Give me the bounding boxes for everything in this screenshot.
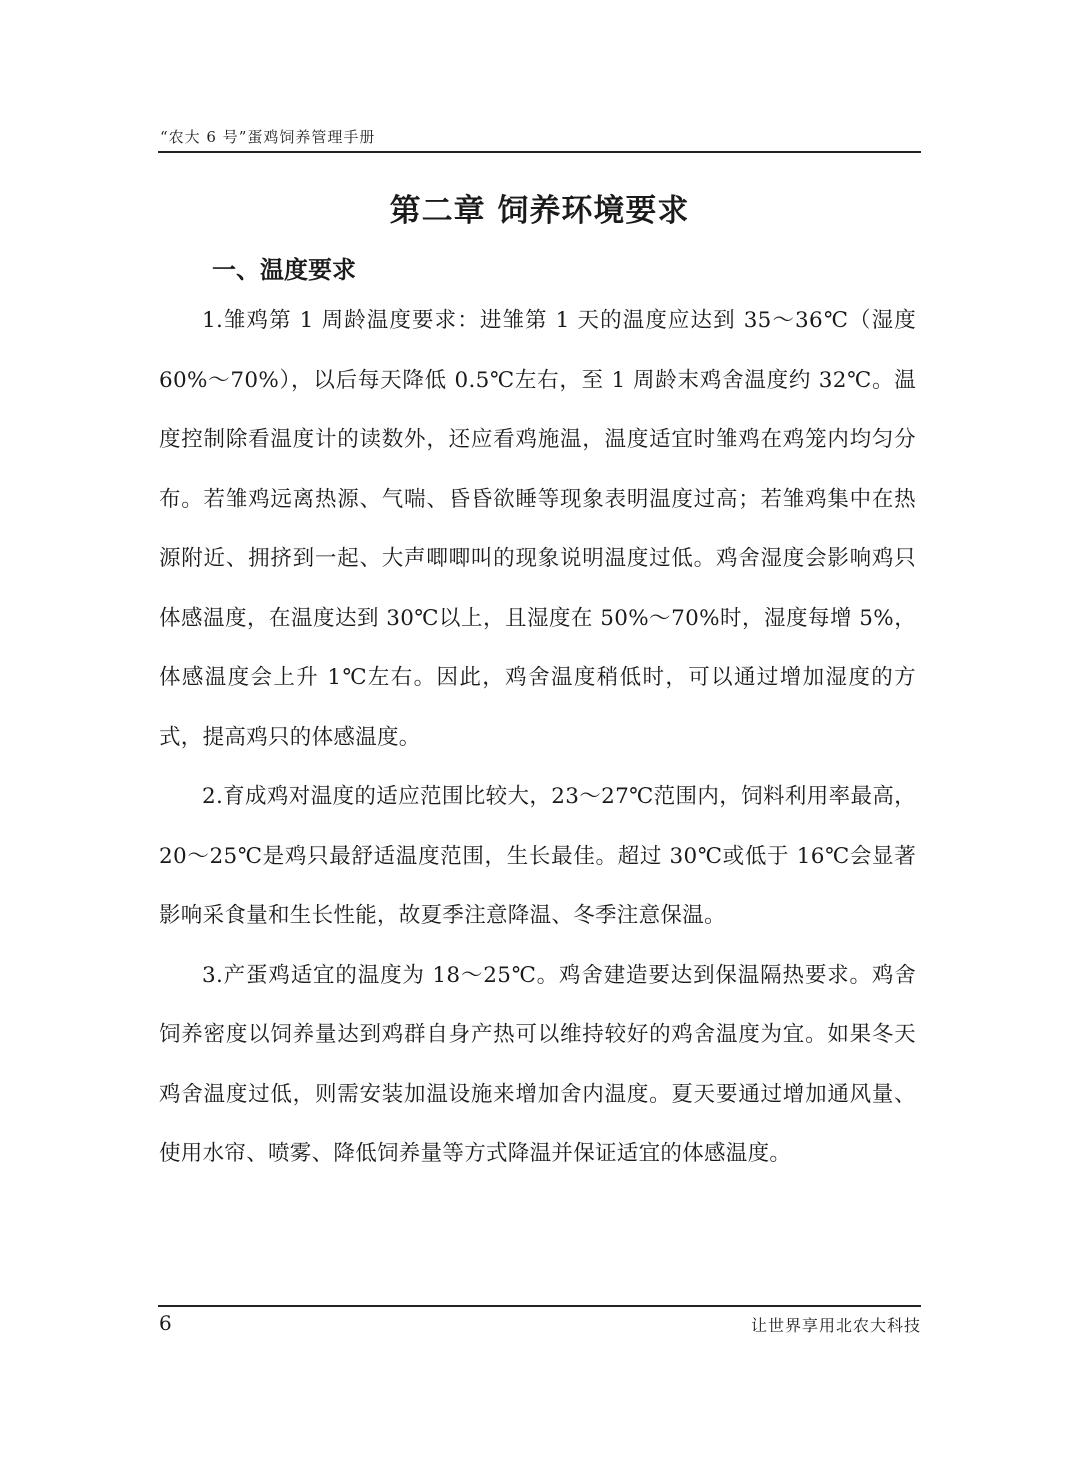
body-text: [159, 291, 916, 1184]
footer-rule: [158, 1305, 921, 1307]
header-rule: [158, 151, 921, 153]
section-title: 一、温度要求: [212, 256, 356, 284]
paragraph-1: 1.雏鸡第 1 周龄温度要求：进雏第 1 天的温度应达到 35～36℃（湿度 60%～70%），以后每天降低 0.5℃左右，至 1 周龄末鸡舍温度约 32℃。温度控制除看温度计的读数外，还应看鸡施温，温度适宜时雏鸡在鸡笼内均匀分布。若雏鸡远离热源、气喘、昏昏欲睡等现象表明温度过高；若雏鸡集中在热源附近、拥挤到一起、大声唧唧叫的现象说明温度过低。鸡舍湿度会影响鸡只体感温度，在温度达到 30℃以上，且湿度在 50%～70%时，湿度每增 5%，体感温度会上升 1℃左右。因此，鸡舍温度稍低时，可以通过增加湿度的方式，提高鸡只的体感温度。: [159, 308, 916, 750]
paragraph-2: 2.育成鸡对温度的适应范围比较大，23～27℃范围内，饲料利用率最高，20～25℃是鸡只最舒适温度范围，生长最佳。超过 30℃或低于 16℃会显著影响采食量和生长性能，故夏季注意降温、冬季注意保温。: [159, 784, 916, 928]
page-number: 6: [159, 1311, 172, 1335]
paragraph-3: 3.产蛋鸡适宜的温度为 18～25℃。鸡舍建造要达到保温隔热要求。鸡舍饲养密度以饲养量达到鸡群自身产热可以维持较好的鸡舍温度为宜。如果冬天鸡舍温度过低，则需安装加温设施来增加舍内温度。夏天要通过增加通风量、使用水帘、喷雾、降低饲养量等方式降温并保证适宜的体感温度。: [159, 962, 916, 1166]
footer-slogan: 让世界享用北农大科技: [750, 1316, 921, 1335]
chapter-title: 第二章 饲养环境要求: [389, 193, 690, 229]
running-header: “农大 6 号”蛋鸡饲养管理手册: [160, 128, 376, 146]
